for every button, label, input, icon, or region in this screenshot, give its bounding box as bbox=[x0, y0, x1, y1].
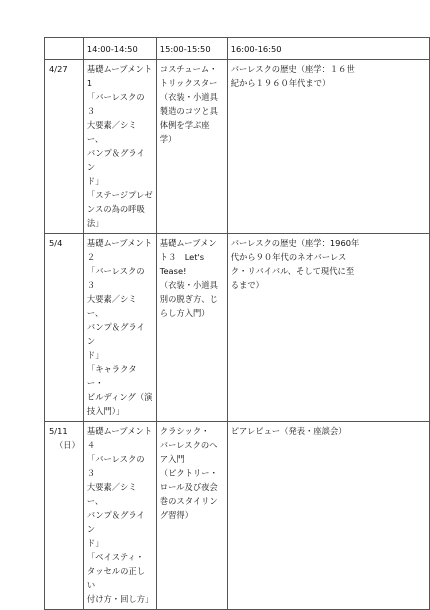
cell-line: バンプ＆グライン bbox=[86, 510, 145, 534]
session-cell bbox=[156, 60, 227, 234]
cell-line: 基礎ムーブメン bbox=[159, 238, 217, 248]
session-cell bbox=[83, 234, 156, 422]
date-label: 4/27 bbox=[49, 64, 68, 74]
cell-line: ド」 bbox=[86, 176, 104, 186]
cell-line: 巻のスタイリン bbox=[159, 496, 218, 506]
cell-line: （衣装・小道具 bbox=[159, 92, 218, 102]
cell-line: 技入門）」 bbox=[86, 406, 125, 416]
header-row bbox=[45, 38, 430, 60]
cell-line: バーレスクのヘ bbox=[159, 440, 218, 450]
cell-line: 付け方・回し方」 bbox=[86, 594, 154, 604]
cell-line: ４ bbox=[86, 440, 96, 450]
cell-line: 「ステージプレゼ bbox=[86, 190, 153, 200]
cell-line: Tease! bbox=[159, 266, 187, 276]
cell-line: 別の脱ぎ方、じ bbox=[159, 294, 218, 304]
cell-line: 体例を学ぶ座 bbox=[159, 120, 210, 130]
schedule-row bbox=[45, 60, 430, 234]
cell-line: バーレスクの歴史（座学：1960年 bbox=[230, 238, 360, 248]
cell-line: らし方入門） bbox=[159, 308, 210, 318]
cell-line: ド」 bbox=[86, 350, 104, 360]
schedule-row bbox=[45, 234, 430, 422]
header-slot-2: 15:00-15:50 bbox=[156, 38, 227, 60]
cell-line: 「バーレスクの３ bbox=[86, 266, 145, 290]
cell-line: トリックスター bbox=[159, 78, 218, 88]
cell-line: （衣装・小道具 bbox=[159, 280, 218, 290]
schedule-table bbox=[44, 37, 430, 610]
cell-line: ンスの為の呼吸 bbox=[86, 204, 145, 214]
cell-line: クラシック・ bbox=[159, 426, 210, 436]
session-cell bbox=[156, 422, 227, 610]
cell-line: 学） bbox=[159, 134, 177, 144]
cell-line: 大要素／シミー、 bbox=[86, 482, 137, 506]
cell-line: ア入門 bbox=[159, 454, 185, 464]
cell-line: 基礎ムーブメント bbox=[86, 238, 153, 248]
session-cell bbox=[227, 422, 429, 610]
schedule-row bbox=[45, 422, 430, 610]
cell-line: タッセルの正しい bbox=[86, 566, 145, 590]
cell-line: コスチューム・ bbox=[159, 64, 218, 74]
cell-line: 「バーレスクの３ bbox=[86, 454, 145, 478]
cell-line: 大要素／シミー、 bbox=[86, 294, 137, 318]
session-cell bbox=[83, 60, 156, 234]
cell-line: ロール及び夜会 bbox=[159, 482, 218, 492]
cell-line: 法」 bbox=[86, 218, 104, 228]
weekday-label: （日） bbox=[55, 440, 80, 450]
session-cell bbox=[227, 60, 429, 234]
cell-line: ト３ Let's bbox=[159, 252, 205, 262]
cell-line: 基礎ムーブメント bbox=[86, 64, 153, 74]
cell-line: 「ベイスティ・ bbox=[86, 552, 145, 562]
cell-line: （ピクトリー・ bbox=[159, 468, 218, 478]
cell-line: るまで） bbox=[230, 280, 264, 290]
cell-line: 1 bbox=[86, 78, 93, 88]
cell-line: 「バーレスクの３ bbox=[86, 92, 145, 116]
header-date-cell bbox=[45, 38, 84, 60]
cell-line: 大要素／シミー、 bbox=[86, 120, 137, 144]
cell-line: 基礎ムーブメント bbox=[86, 426, 153, 436]
header-slot-1: 14:00-14:50 bbox=[83, 38, 156, 60]
date-cell bbox=[45, 234, 84, 422]
session-cell bbox=[83, 422, 156, 610]
date-cell bbox=[45, 60, 84, 234]
cell-line: ビルディング（演 bbox=[86, 392, 153, 402]
cell-line: 製造のコツと具 bbox=[159, 106, 218, 116]
session-cell bbox=[156, 234, 227, 422]
date-label: 5/11 bbox=[49, 426, 68, 436]
cell-line: バンプ＆グライン bbox=[86, 322, 145, 346]
cell-line: バンプ＆グライン bbox=[86, 148, 145, 172]
date-label: 5/4 bbox=[49, 238, 63, 248]
session-cell bbox=[227, 234, 429, 422]
cell-line: ２ bbox=[86, 252, 96, 262]
cell-line: バーレスクの歴史（座学：１６世 bbox=[230, 64, 355, 74]
cell-line: ク・リバイバル、そして現代に至 bbox=[230, 266, 355, 276]
cell-line: 代から９０年代のネオバーレス bbox=[230, 252, 347, 262]
cell-line: 紀から１９６０年代まで） bbox=[230, 78, 331, 88]
date-cell bbox=[45, 422, 84, 610]
cell-line: ピアレビュー（発表・座談会） bbox=[230, 426, 347, 436]
cell-line: ド」 bbox=[86, 538, 104, 548]
header-slot-3: 16:00-16:50 bbox=[227, 38, 429, 60]
cell-line: 「キャラクター・ bbox=[86, 364, 137, 388]
cell-line: グ習得） bbox=[159, 510, 193, 520]
